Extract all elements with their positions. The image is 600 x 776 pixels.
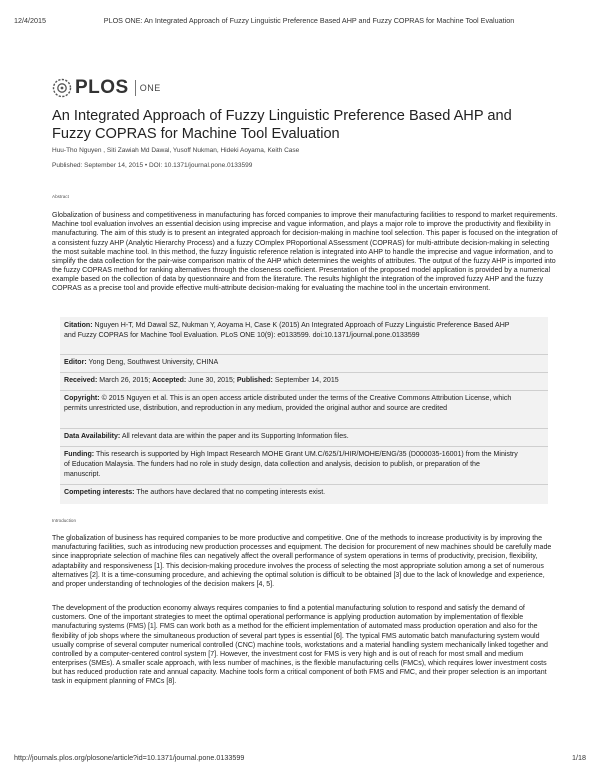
interests-text: The authors have declared that no competing interests exist. <box>136 489 326 496</box>
introduction-paragraph-1: The globalization of business has required companies to be more productive and competitive. One of the methods to increase productivity is by improving the manufacturing facilities, such as introducing new production processes and equipment. The decision for procurement of new machines should be carefully made since inappropriate selection of machine files can negatively affect the overall performance of system operations in terms of productivity, precision, flexibility, adaptability and responsiveness [1]. This decision-making procedure involves the process of selecting the most appropriate solution among a set of numerous alternatives [2]. It is a time-consuming procedure, and achieving the optimal solution is difficult to be obtained [3] due to the lack of knowledge and experience, and proper understanding of technologies of the decision makers [4, 5]. <box>52 535 552 588</box>
editor-label: Editor: <box>64 359 87 366</box>
introduction-heading: Introduction <box>52 518 77 523</box>
divider <box>60 354 548 355</box>
logo-divider <box>135 80 136 96</box>
funding-label: Funding: <box>64 451 95 458</box>
print-header <box>14 16 586 26</box>
article-info-box <box>60 317 548 504</box>
divider <box>60 428 548 429</box>
plos-logo-icon <box>52 78 72 98</box>
print-page-title: PLOS ONE: An Integrated Approach of Fuzzy Linguistic Preference Based AHP and Fuzzy COPRAS for Machine Tool Evaluation <box>103 16 515 25</box>
plos-one-logo[interactable] <box>52 77 161 99</box>
citation-section <box>60 321 548 341</box>
availability-label: Data Availability: <box>64 433 121 440</box>
abstract-heading: Abstract <box>52 194 69 199</box>
print-date: 12/4/2015 <box>14 16 46 25</box>
funding-section <box>60 450 548 480</box>
divider <box>60 446 548 447</box>
availability-text: All relevant data are within the paper and its Supporting Information files. <box>121 433 349 440</box>
divider <box>60 390 548 391</box>
page-url[interactable]: http://journals.plos.org/plosone/article?id=10.1371/journal.pone.0133599 <box>14 753 245 762</box>
editor-text: Yong Deng, Southwest University, CHINA <box>88 359 219 366</box>
competing-interests-section <box>60 488 548 498</box>
funding-text: This research is supported by High Impact Research MOHE Grant UM.C/625/1/HIR/MOHE/ENG/35 (D000035-16001) from the Ministry of Education Malaysia. The funders had no role in study design, data collection and analysis, decision to publish, or preparation of the manuscript. <box>64 451 518 478</box>
article-title: An Integrated Approach of Fuzzy Linguistic Preference Based AHP and Fuzzy COPRAS for Machine Tool Evaluation <box>52 108 512 142</box>
interests-label: Competing interests: <box>64 489 135 496</box>
citation-label: Citation: <box>64 322 93 329</box>
copyright-section <box>60 394 548 414</box>
published-date: September 14, 2015 <box>274 377 339 384</box>
introduction-paragraph-2: The development of the production economy always requires companies to find a potential manufacturing solution to respond and satisfy the demand of customers. One of the important strategies to meet the optimal operational performance is applying production automation by implementation of flexible manufacturing systems (FMS) [1]. FMS can work both as a method for the efficient implementation of automated mass production operation and also for the flexibility of job shops where the simultaneous production of several part types is essential [6]. The typical FMS automatic batch manufacturing system would usually comprise of several computer numerical controlled (CNC) machine tools, workstations and a material handling system mechanically linked together and controlled by a computer-centered control system [7]. However, the investment cost for FMS is very high and is out of reach for most small and medium enterprises (SMEs). A smaller scale approach, with less number of machines, is the flexible manufacturing cells (FMCs), which requires lower investment costs but has reduced production rate and annual capacity. Machine tools form a critical component of both FMS and FMC, and their proper selection is an important task in equipment planning of FMCs [8]. <box>52 605 548 686</box>
logo-text: PLOS <box>75 77 129 98</box>
divider <box>60 484 548 485</box>
received-label: Received: <box>64 377 98 384</box>
divider <box>60 372 548 373</box>
publication-info: Published: September 14, 2015 • DOI: 10.1371/journal.pone.0133599 <box>52 162 253 169</box>
accepted-label: Accepted: <box>152 377 187 384</box>
dates-section <box>60 376 548 386</box>
page-number: 1/18 <box>572 753 586 762</box>
abstract-text: Globalization of business and competitiveness in manufacturing has forced companies to improve their manufacturing facilities to respond to market requirements. Machine tool evaluation involves an essential decision using imprecise and vague information, and plays a major role to improve the productivity and flexibility in manufacturing. The aim of this study is to present an integrated approach for decision-making in machine tool selection. This paper is focused on the integration of a consistent fuzzy AHP (Analytic Hierarchy Process) and a fuzzy COmplex PRoportional ASsessment (COPRAS) for multi-attribute decision-making in selecting the most suitable machine tool. In this method, the fuzzy linguistic reference relation is integrated into AHP to handle the imprecise and vague information, and to simplify the data collection for the pair-wise comparison matrix of the AHP which determines the weights of attributes. The output of the fuzzy AHP is imported into the fuzzy COPRAS method for ranking alternatives through the closeness coefficient. Presentation of the proposed model application is provided by a numerical example based on the collection of data by questionnaire and from the literature. The results highlight the integration of the improved fuzzy AHP and the fuzzy COPRAS as a precise tool and provide effective multi-attribute decision-making for evaluating the machine tool in the uncertain environment. <box>52 212 558 293</box>
editor-section <box>60 358 548 368</box>
received-date: March 26, 2015; <box>99 377 151 384</box>
copyright-label: Copyright: <box>64 395 100 402</box>
author-list[interactable]: Huu-Tho Nguyen , Siti Zawiah Md Dawal, Yusoff Nukman, Hideki Aoyama, Keith Case <box>52 147 300 154</box>
citation-text: Nguyen H-T, Md Dawal SZ, Nukman Y, Aoyama H, Case K (2015) An Integrated Approach of Fuzzy Linguistic Preference Based AHP and Fuzzy COPRAS for Machine Tool Evaluation. PLoS ONE 10(9): e0133599. doi:10.1371/journal.pone.0133599 <box>64 322 510 339</box>
copyright-text: © 2015 Nguyen et al. This is an open access article distributed under the terms of the Creative Commons Attribution License, which permits unrestricted use, distribution, and reproduction in any medium, provided the original author and source are credited <box>64 395 512 412</box>
logo-subtext: ONE <box>139 83 161 93</box>
published-label: Published: <box>236 377 273 384</box>
accepted-date: June 30, 2015; <box>188 377 235 384</box>
data-availability-section <box>60 432 548 442</box>
